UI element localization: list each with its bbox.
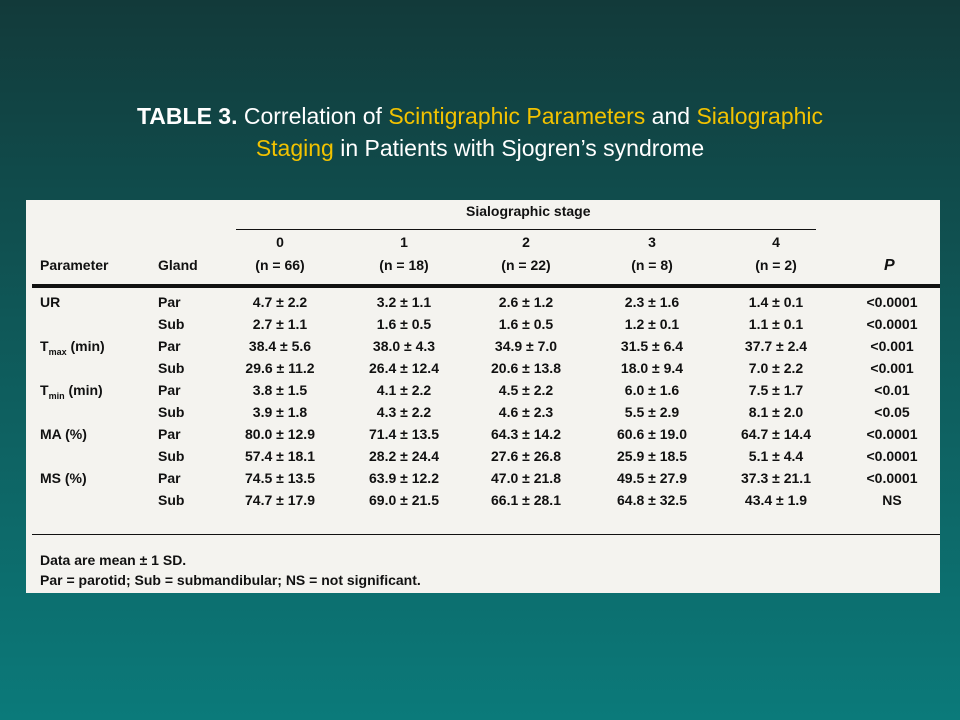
column-header-gland: Gland bbox=[158, 257, 198, 273]
stage-4-label: 4 bbox=[772, 234, 780, 250]
value-cell: 7.5 ± 1.7 bbox=[748, 382, 804, 398]
table-number: TABLE 3. bbox=[136, 103, 238, 129]
gland-cell: Sub bbox=[158, 316, 185, 332]
value-cell: 74.5 ± 13.5 bbox=[245, 470, 315, 486]
value-cell: 4.7 ± 2.2 bbox=[252, 294, 308, 310]
value-cell: 1.6 ± 0.5 bbox=[498, 316, 554, 332]
value-cell: 6.0 ± 1.6 bbox=[624, 382, 680, 398]
stage-2-n: (n = 22) bbox=[501, 257, 551, 273]
value-cell: 18.0 ± 9.4 bbox=[620, 360, 684, 376]
value-cell: 34.9 ± 7.0 bbox=[494, 338, 558, 354]
title-highlight-scintigraphic: Scintigraphic Parameters bbox=[388, 103, 646, 129]
value-cell: 20.6 ± 13.8 bbox=[491, 360, 561, 376]
gland-cell: Par bbox=[158, 294, 181, 310]
value-cell: 26.4 ± 12.4 bbox=[369, 360, 439, 376]
parameter-name: UR bbox=[40, 294, 61, 310]
title-line-2 bbox=[0, 132, 960, 164]
value-cell: 37.3 ± 21.1 bbox=[741, 470, 811, 486]
value-cell: 2.3 ± 1.6 bbox=[624, 294, 680, 310]
parameter-label bbox=[40, 338, 105, 357]
title-highlight-sialographic: Sialographic bbox=[696, 103, 824, 129]
value-cell: 37.7 ± 2.4 bbox=[744, 338, 808, 354]
value-cell: 5.5 ± 2.9 bbox=[624, 404, 680, 420]
p-value-cell: NS bbox=[882, 492, 902, 508]
value-cell: 80.0 ± 12.9 bbox=[245, 426, 315, 442]
value-cell: 1.2 ± 0.1 bbox=[624, 316, 680, 332]
value-cell: 28.2 ± 24.4 bbox=[369, 448, 439, 464]
value-cell: 66.1 ± 28.1 bbox=[491, 492, 561, 508]
gland-cell: Par bbox=[158, 338, 181, 354]
value-cell: 38.4 ± 5.6 bbox=[248, 338, 312, 354]
parameter-name: T bbox=[40, 338, 49, 354]
value-cell: 1.1 ± 0.1 bbox=[748, 316, 804, 332]
value-cell: 1.6 ± 0.5 bbox=[376, 316, 432, 332]
footer-rule bbox=[32, 534, 940, 535]
gland-cell: Par bbox=[158, 426, 181, 442]
title-highlight-staging: Staging bbox=[255, 135, 334, 161]
parameter-label bbox=[40, 294, 60, 310]
stage-0-label: 0 bbox=[276, 234, 284, 250]
title-text-1: Correlation of bbox=[237, 103, 389, 129]
stage-0-n: (n = 66) bbox=[255, 257, 305, 273]
stage-1-n: (n = 18) bbox=[379, 257, 429, 273]
title-text-3: in Patients with Sjogren’s syndrome bbox=[333, 135, 705, 161]
value-cell: 4.6 ± 2.3 bbox=[498, 404, 554, 420]
gland-cell: Sub bbox=[158, 492, 185, 508]
value-cell: 60.6 ± 19.0 bbox=[617, 426, 687, 442]
p-value-cell: <0.001 bbox=[870, 338, 914, 354]
value-cell: 3.9 ± 1.8 bbox=[252, 404, 308, 420]
value-cell: 63.9 ± 12.2 bbox=[369, 470, 439, 486]
value-cell: 27.6 ± 26.8 bbox=[491, 448, 561, 464]
value-cell: 2.6 ± 1.2 bbox=[498, 294, 554, 310]
parameter-name: T bbox=[40, 382, 49, 398]
value-cell: 7.0 ± 2.2 bbox=[748, 360, 804, 376]
parameter-name: MA (%) bbox=[40, 426, 87, 442]
value-cell: 1.4 ± 0.1 bbox=[748, 294, 804, 310]
group-header-rule bbox=[236, 229, 816, 230]
footnote-1: Data are mean ± 1 SD. bbox=[40, 552, 187, 568]
p-value-cell: <0.01 bbox=[874, 382, 910, 398]
gland-cell: Par bbox=[158, 470, 181, 486]
p-value-cell: <0.0001 bbox=[866, 316, 918, 332]
value-cell: 49.5 ± 27.9 bbox=[617, 470, 687, 486]
column-header-p: P bbox=[884, 257, 895, 274]
value-cell: 3.2 ± 1.1 bbox=[376, 294, 432, 310]
value-cell: 38.0 ± 4.3 bbox=[372, 338, 436, 354]
parameter-label bbox=[40, 470, 87, 486]
gland-cell: Par bbox=[158, 382, 181, 398]
value-cell: 2.7 ± 1.1 bbox=[252, 316, 308, 332]
parameter-name: MS (%) bbox=[40, 470, 87, 486]
p-value-cell: <0.0001 bbox=[866, 470, 918, 486]
parameter-unit: (min) bbox=[64, 382, 103, 398]
p-value-cell: <0.05 bbox=[874, 404, 910, 420]
gland-cell: Sub bbox=[158, 360, 185, 376]
parameter-label bbox=[40, 426, 87, 442]
slide-title bbox=[0, 100, 960, 164]
value-cell: 74.7 ± 17.9 bbox=[245, 492, 315, 508]
value-cell: 31.5 ± 6.4 bbox=[620, 338, 684, 354]
stage-3-label: 3 bbox=[648, 234, 656, 250]
value-cell: 57.4 ± 18.1 bbox=[245, 448, 315, 464]
title-text-2: and bbox=[645, 103, 697, 129]
value-cell: 71.4 ± 13.5 bbox=[369, 426, 439, 442]
value-cell: 8.1 ± 2.0 bbox=[748, 404, 804, 420]
footnote-2: Par = parotid; Sub = submandibular; NS = not significant. bbox=[40, 572, 421, 588]
value-cell: 25.9 ± 18.5 bbox=[617, 448, 687, 464]
value-cell: 64.3 ± 14.2 bbox=[491, 426, 561, 442]
column-header-parameter: Parameter bbox=[40, 257, 109, 273]
stage-1-label: 1 bbox=[400, 234, 408, 250]
title-line-1 bbox=[0, 100, 960, 132]
header-rule bbox=[32, 284, 940, 288]
group-header: Sialographic stage bbox=[466, 203, 591, 219]
p-value-cell: <0.0001 bbox=[866, 448, 918, 464]
value-cell: 5.1 ± 4.4 bbox=[748, 448, 804, 464]
value-cell: 64.7 ± 14.4 bbox=[741, 426, 811, 442]
stage-4-n: (n = 2) bbox=[755, 257, 797, 273]
parameter-unit: (min) bbox=[66, 338, 105, 354]
p-value-cell: <0.001 bbox=[870, 360, 914, 376]
value-cell: 4.3 ± 2.2 bbox=[376, 404, 432, 420]
value-cell: 4.1 ± 2.2 bbox=[376, 382, 432, 398]
value-cell: 4.5 ± 2.2 bbox=[498, 382, 554, 398]
value-cell: 64.8 ± 32.5 bbox=[617, 492, 687, 508]
value-cell: 3.8 ± 1.5 bbox=[252, 382, 308, 398]
p-value-cell: <0.0001 bbox=[866, 294, 918, 310]
gland-cell: Sub bbox=[158, 404, 185, 420]
stage-3-n: (n = 8) bbox=[631, 257, 673, 273]
stage-2-label: 2 bbox=[522, 234, 530, 250]
gland-cell: Sub bbox=[158, 448, 185, 464]
value-cell: 47.0 ± 21.8 bbox=[491, 470, 561, 486]
table-image bbox=[26, 200, 940, 593]
value-cell: 43.4 ± 1.9 bbox=[744, 492, 808, 508]
value-cell: 69.0 ± 21.5 bbox=[369, 492, 439, 508]
parameter-subscript: min bbox=[48, 390, 65, 401]
p-value-cell: <0.0001 bbox=[866, 426, 918, 442]
parameter-label bbox=[40, 382, 103, 401]
value-cell: 29.6 ± 11.2 bbox=[245, 360, 315, 376]
parameter-subscript: max bbox=[48, 346, 67, 357]
